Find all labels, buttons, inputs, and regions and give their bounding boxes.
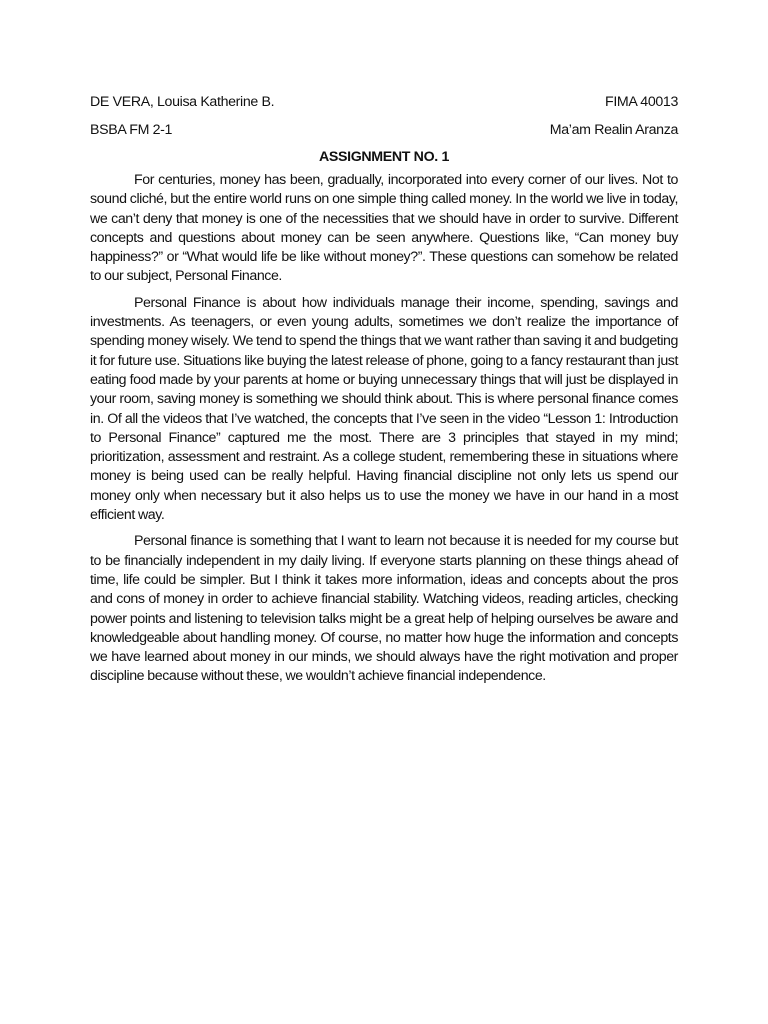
- course-code: FIMA 40013: [605, 94, 678, 110]
- header-row-1: [90, 92, 678, 112]
- instructor: Ma’am Realin Aranza: [549, 122, 678, 138]
- document-page: [90, 92, 678, 687]
- header-row-2: [90, 120, 678, 140]
- body-paragraph-3: Personal finance is something that I want to learn not because it is needed for my course but to be financially independent in my daily living. If everyone starts planning on these things ahead of time, life could be simpler. But I think it takes more information, ideas and concepts about the pros and cons of money in order to achieve financial stability. Watching videos, reading articles, checking power points and listening to television talks might be a great help of helping ourselves be aware and knowledgeable about handling money. Of course, no matter how huge the information and concepts we have learned about money in our minds, we should always have the right motivation and proper discipline because without these, we wouldn’t achieve financial independence.: [90, 533, 678, 685]
- student-name: DE VERA, Louisa Katherine B.: [90, 94, 275, 110]
- section: BSBA FM 2-1: [90, 122, 173, 138]
- body-paragraph-2: Personal Finance is about how individuals manage their income, spending, savings and investments. As teenagers, or even young adults, sometimes we don’t realize the importance of spending money wisely. We tend to spend the things that we want rather than saving it and budgeting it for future use. Situations like buying the latest release of phone, going to a fancy restaurant than just eating food made by your parents at home or buying unnecessary things that will just be displayed in your room, saving money is something we should think about. This is where personal finance comes in. Of all the videos that I’ve watched, the concepts that I’ve seen in the video “Lesson 1: Introduction to Personal Finance” captured me the most. There are 3 principles that stayed in my mind; prioritization, assessment and restraint. As a college student, remembering these in situations where money is being used can be really helpful. Having financial discipline not only lets us spend our money only when necessary but it also helps us to use the money we have in our hand in a most efficient way.: [90, 294, 678, 524]
- assignment-title: ASSIGNMENT NO. 1: [319, 149, 449, 165]
- body-paragraph-1: For centuries, money has been, gradually, incorporated into every corner of our lives. Not to sound cliché, but the entire world runs on one simple thing called money. In the world we live in today, we can’t deny that money is one of the necessities that we should have in order to survive. Different concepts and questions about money can be seen anywhere. Questions like, “Can money buy happiness?” or “What would life be like without money?”. These questions can somehow be related to our subject, Personal Finance.: [90, 172, 678, 285]
